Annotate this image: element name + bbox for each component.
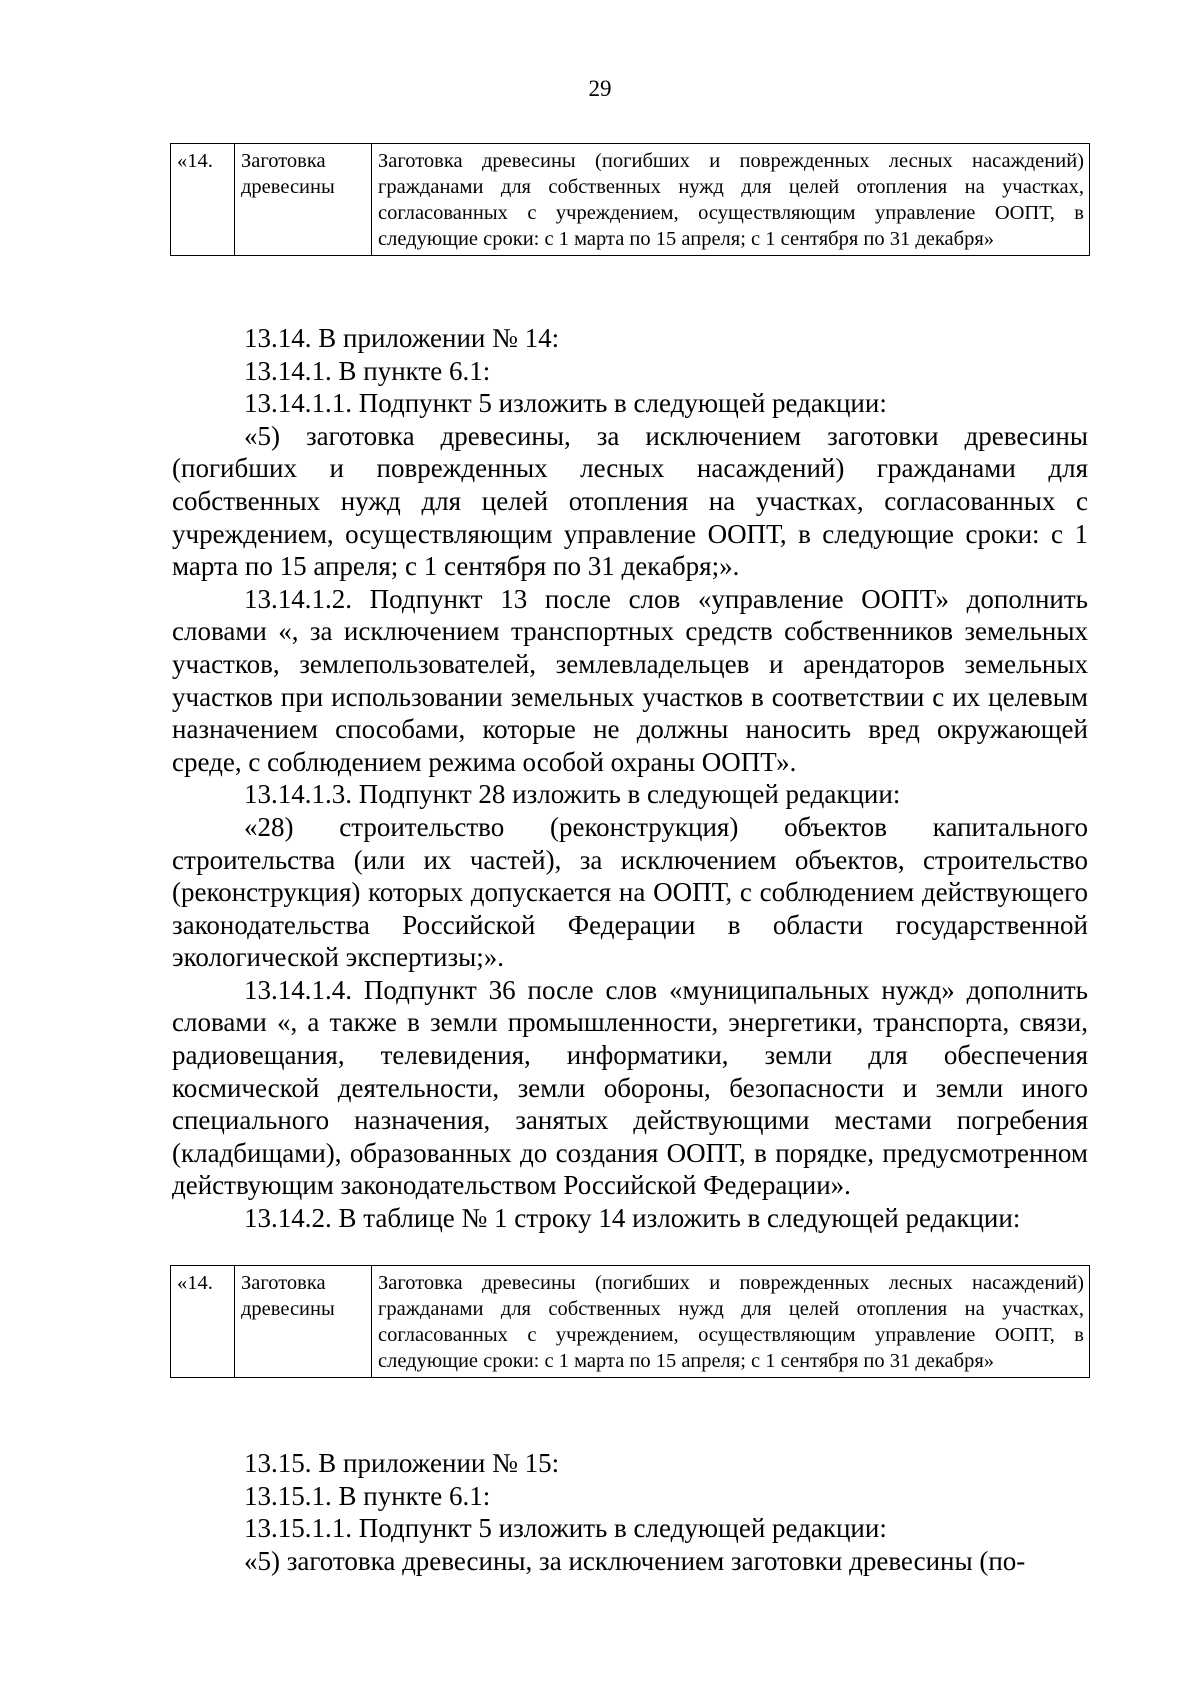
- paragraph-13-14-1-1: 13.14.1.1. Подпункт 5 изложить в следующей редакции:: [244, 388, 887, 419]
- paragraph-13-14-2: 13.14.2. В таблице № 1 строку 14 изложить в следующей редакции:: [244, 1203, 1021, 1234]
- section-13-14: [172, 322, 1088, 1235]
- section-heading-13-14: 13.14. В приложении № 14:: [244, 323, 560, 353]
- paragraph-13-14-1-2: 13.14.1.2. Подпункт 13 после слов «управление ООПТ» дополнить словами «, за исключением транспортных средств собственников земельных участков, землепользователей, землевладельцев и арендаторов земельных участков при использовании земельных участков в соответствии с их целевым назначением способами, которые не должны наносить вред окружающей среде, с соблюдением режима особой охраны ООПТ».: [172, 583, 1088, 777]
- paragraph-13-15-1-1: 13.15.1.1. Подпункт 5 изложить в следующей редакции:: [244, 1513, 887, 1544]
- section-heading-13-15: 13.15. В приложении № 15:: [244, 1448, 560, 1478]
- quoted-subpoint-28: «28) строительство (реконструкция) объектов капитального строительства (или их частей), за исключением объектов, строительство (реконструкция) которых допускается на ООПТ, с соблюдением действующего законодательства Российской Федерации в области государственной экологической экспертизы;».: [172, 811, 1088, 973]
- page-number: 29: [588, 76, 612, 101]
- activity-name-cell: Заготовка древесины: [235, 1266, 372, 1378]
- paragraph-13-14-1-3: 13.14.1.3. Подпункт 28 изложить в следующей редакции:: [244, 779, 901, 810]
- paragraph-13-14-1-4: 13.14.1.4. Подпункт 36 после слов «муниципальных нужд» дополнить словами «, а также в земли промышленности, энергетики, транспорта, связи, радиовещания, телевидения, информатики, земли для обеспечения космической деятельности, земли обороны, безопасности и земли иного специального назначения, занятых действующими местами погребения (кладбищами), образованных до создания ООПТ, в порядке, предусмотренном действующим законодательством Российской Федерации».: [172, 974, 1088, 1201]
- activity-description-cell: Заготовка древесины (погибших и поврежденных лесных насаждений) гражданами для собственных нужд для целей отопления на участках, согласованных с учреждением, осуществляющим управление ООПТ, в следующие сроки: с 1 марта по 15 апреля; с 1 сентября по 31 декабря»: [372, 144, 1090, 256]
- row-number-cell: «14.: [171, 144, 235, 256]
- table-row: [171, 1266, 1090, 1378]
- table-row: [171, 144, 1090, 256]
- quoted-subpoint-5-start: «5) заготовка древесины, за исключением заготовки древесины (по-: [244, 1545, 1026, 1576]
- replacement-table-row-14: [170, 1265, 1090, 1378]
- section-13-15: [172, 1447, 1088, 1577]
- activity-name-cell: Заготовка древесины: [235, 144, 372, 256]
- amendment-table-row-14: [170, 143, 1090, 256]
- row-number-cell: «14.: [171, 1266, 235, 1378]
- quoted-subpoint-5: «5) заготовка древесины, за исключением заготовки древесины (погибших и поврежденных лесных насаждений) гражданами для собственных нужд для целей отопления на участках, согласованных с учреждением, осуществляющим управление ООПТ, в следующие сроки: с 1 марта по 15 апреля; с 1 сентября по 31 декабря;».: [172, 420, 1088, 582]
- activity-description-cell: Заготовка древесины (погибших и поврежденных лесных насаждений) гражданами для собственных нужд для целей отопления на участках, согласованных с учреждением, осуществляющим управление ООПТ, в следующие сроки: с 1 марта по 15 апреля; с 1 сентября по 31 декабря»: [372, 1266, 1090, 1378]
- paragraph-13-15-1: 13.15.1. В пункте 6.1:: [244, 1480, 491, 1511]
- paragraph-13-14-1: 13.14.1. В пункте 6.1:: [244, 355, 491, 386]
